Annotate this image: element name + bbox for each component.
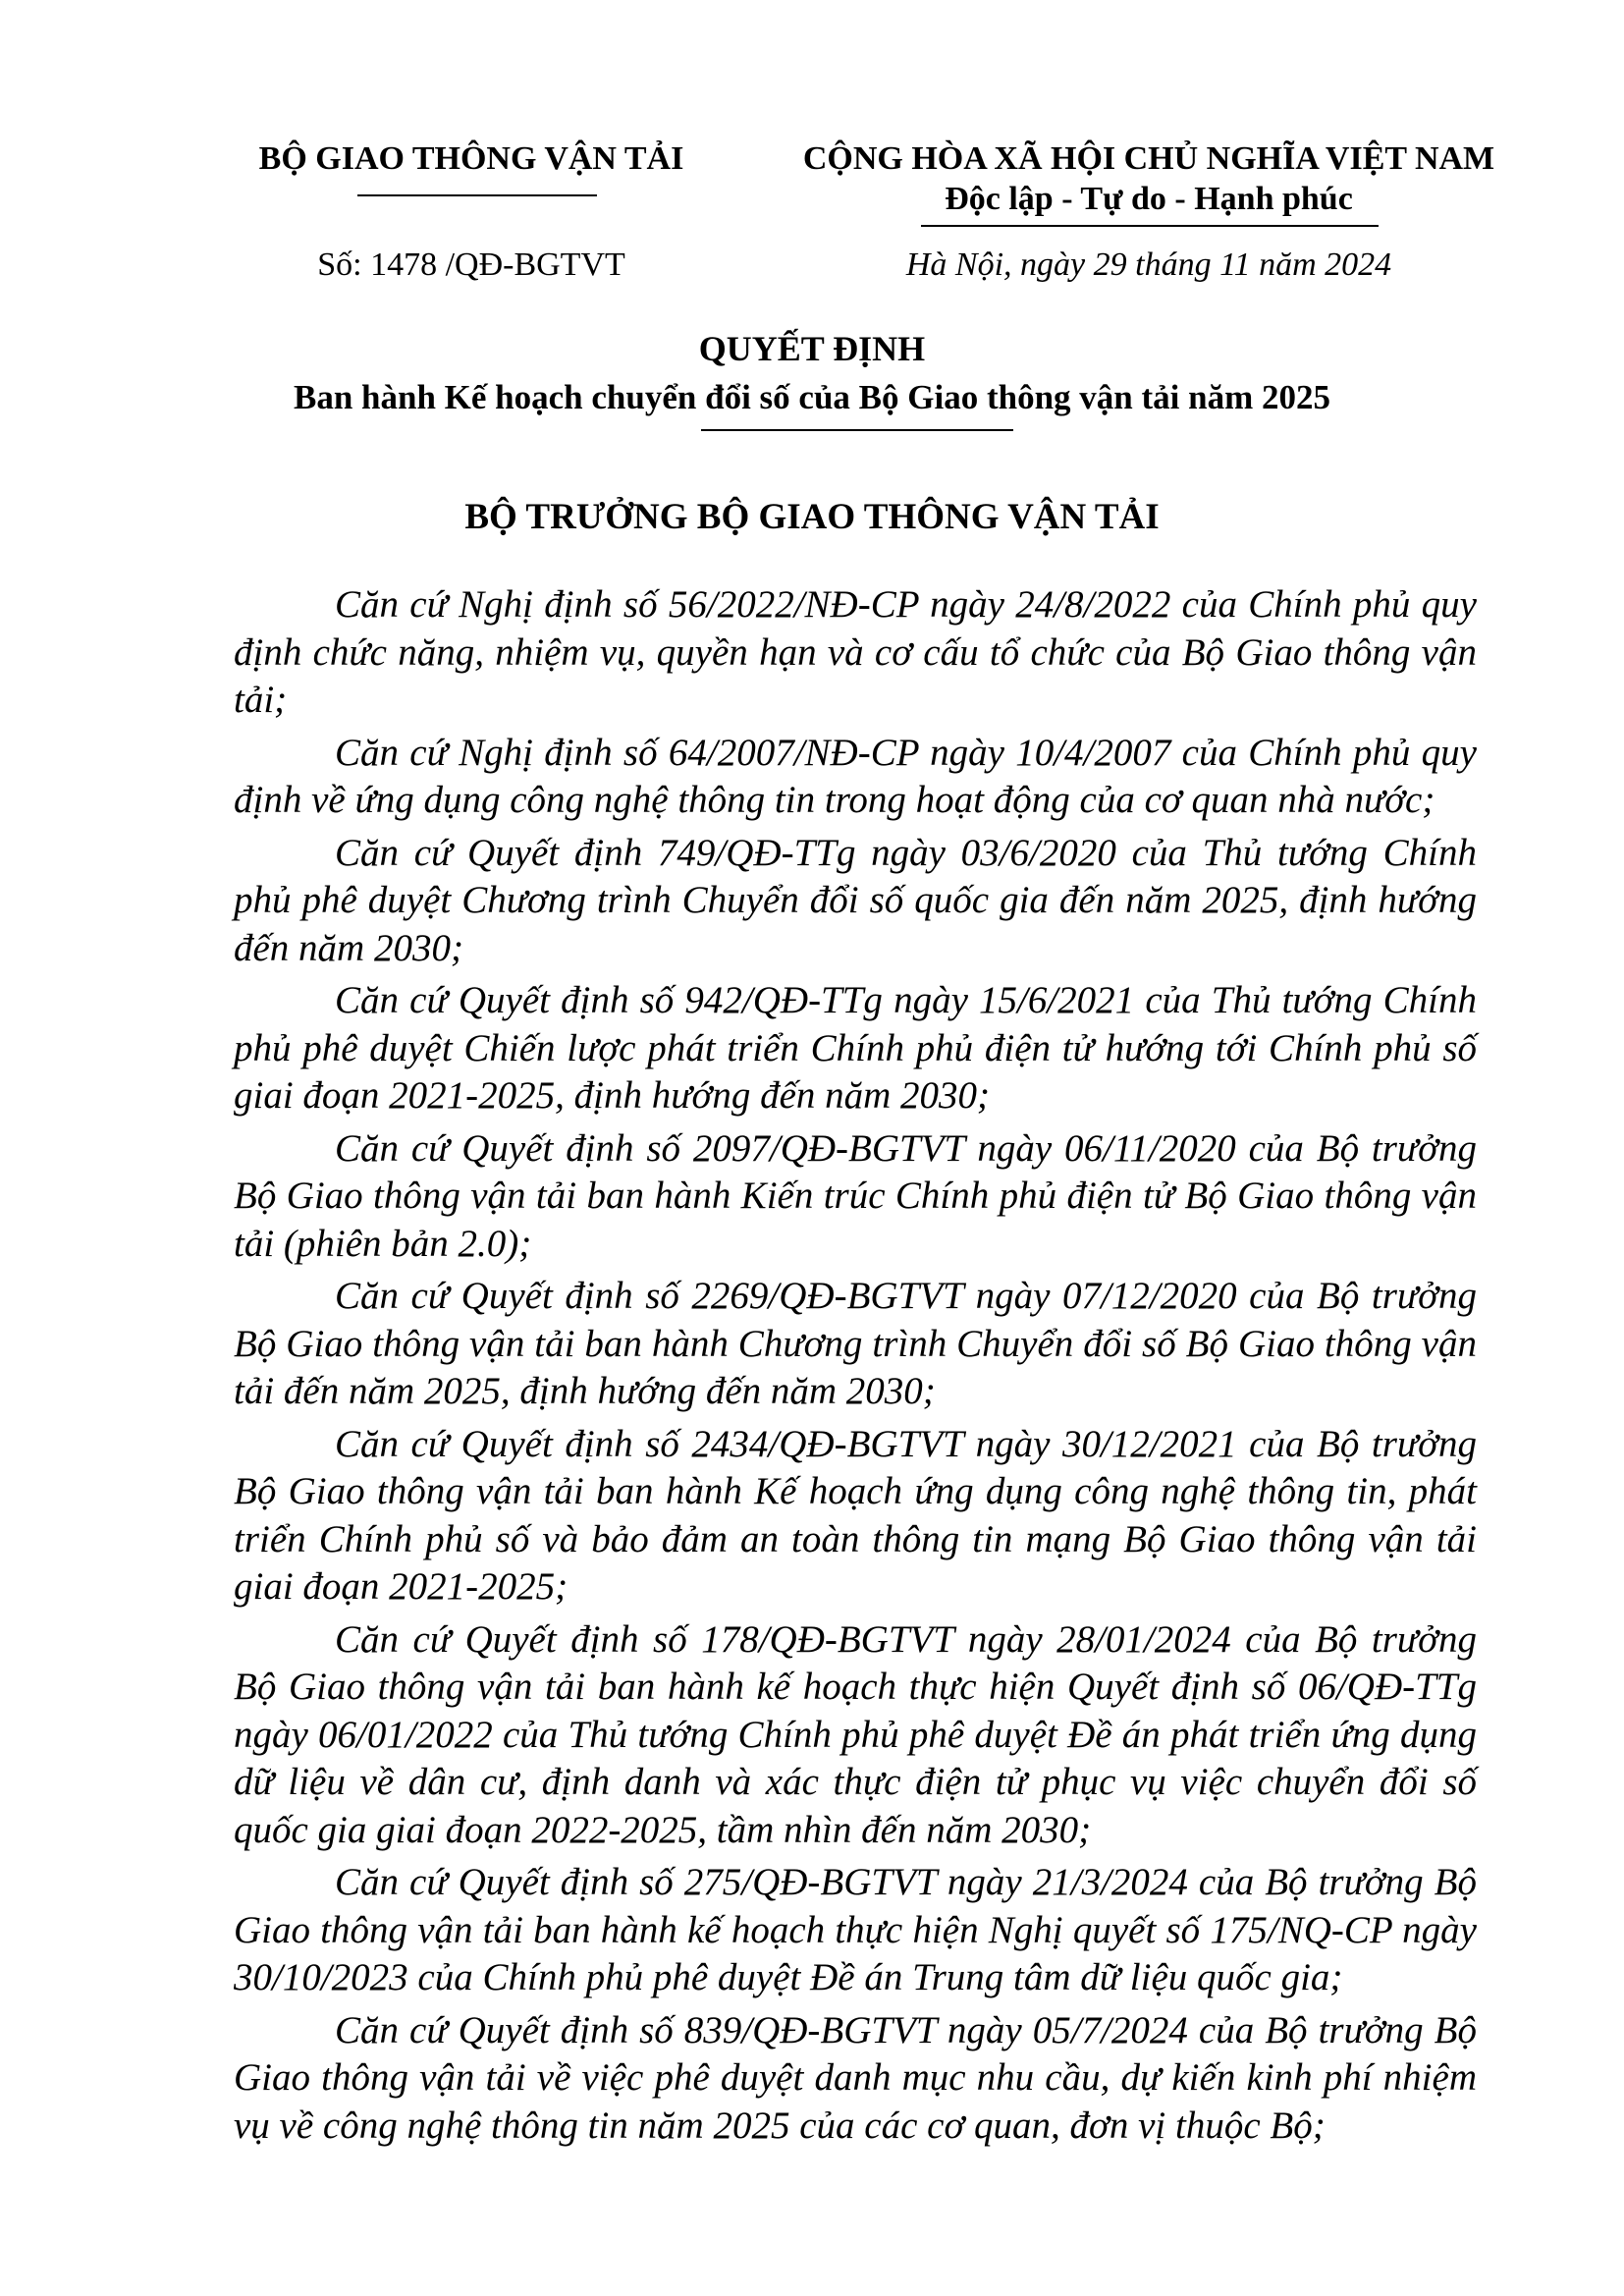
ministry-name: BỘ GIAO THÔNG VẬN TẢI bbox=[258, 140, 684, 177]
legal-basis-paragraph: Căn cứ Quyết định số 2097/QĐ-BGTVT ngày 06/11/2020 của Bộ trưởng Bộ Giao thông vận tải ban hành Kiến trúc Chính phủ điện tử Bộ Giao thông vận tải (phiên bản 2.0); bbox=[234, 1126, 1477, 1265]
document-type-title: QUYẾT ĐỊNH bbox=[698, 329, 926, 368]
legal-basis-paragraph: Căn cứ Quyết định số 839/QĐ-BGTVT ngày 05/7/2024 của Bộ trưởng Bộ Giao thông vận tải về việc phê duyệt danh mục nhu cầu, dự kiến kinh phí nhiệm vụ về công nghệ thông tin năm 2025 của các cơ quan, đơn vị thuộc Bộ; bbox=[234, 2008, 1477, 2147]
legal-basis-paragraph: Căn cứ Quyết định số 178/QĐ-BGTVT ngày 28/01/2024 của Bộ trưởng Bộ Giao thông vận tải ban hành kế hoạch thực hiện Quyết định số 06/QĐ-TTg ngày 06/01/2022 của Thủ tướng Chính phủ phê duyệt Đề án phát triển ứng dụng dữ liệu về dân cư, định danh và xác thực điện tử phục vụ việc chuyển đổi số quốc gia giai đoạn 2022-2025, tầm nhìn đến năm 2030; bbox=[234, 1617, 1477, 1851]
legal-basis-paragraph: Căn cứ Nghị định số 64/2007/NĐ-CP ngày 10/4/2007 của Chính phủ quy định về ứng dụng công nghệ thông tin trong hoạt động của cơ quan nhà nước; bbox=[234, 731, 1477, 821]
ministry-underline bbox=[357, 194, 597, 196]
subject-underline bbox=[701, 429, 1013, 431]
place-and-date: Hà Nội, ngày 29 tháng 11 năm 2024 bbox=[905, 246, 1392, 283]
issuer-heading: BỘ TRƯỞNG BỘ GIAO THÔNG VẬN TẢI bbox=[464, 497, 1160, 537]
legal-basis-paragraph: Căn cứ Nghị định số 56/2022/NĐ-CP ngày 24/8/2022 của Chính phủ quy định chức năng, nhiệm vụ, quyền hạn và cơ cấu tổ chức của Bộ Giao thông vận tải; bbox=[234, 583, 1477, 721]
legal-basis-paragraph: Căn cứ Quyết định số 2434/QĐ-BGTVT ngày 30/12/2021 của Bộ trưởng Bộ Giao thông vận tải ban hành Kế hoạch ứng dụng công nghệ thông tin, phát triển Chính phủ số và bảo đảm an toàn thông tin mạng Bộ Giao thông vận tải giai đoạn 2021-2025; bbox=[234, 1422, 1477, 1608]
document-subject: Ban hành Kế hoạch chuyển đổi số của Bộ Giao thông vận tải năm 2025 bbox=[293, 378, 1331, 416]
legal-basis-paragraph: Căn cứ Quyết định số 2269/QĐ-BGTVT ngày 07/12/2020 của Bộ trưởng Bộ Giao thông vận tải ban hành Chương trình Chuyển đổi số Bộ Giao thông vận tải đến năm 2025, định hướng đến năm 2030; bbox=[234, 1275, 1477, 1412]
country-name: CỘNG HÒA XÃ HỘI CHỦ NGHĨA VIỆT NAM bbox=[802, 140, 1495, 177]
legal-basis-paragraph: Căn cứ Quyết định số 275/QĐ-BGTVT ngày 21/3/2024 của Bộ trưởng Bộ Giao thông vận tải ban hành kế hoạch thực hiện Nghị quyết số 175/NQ-CP ngày 30/10/2023 của Chính phủ phê duyệt Đề án Trung tâm dữ liệu quốc gia; bbox=[234, 1861, 1477, 1998]
motto-underline bbox=[921, 225, 1379, 227]
national-motto: Độc lập - Tự do - Hạnh phúc bbox=[945, 181, 1353, 217]
legal-basis-paragraph: Căn cứ Quyết định 749/QĐ-TTg ngày 03/6/2020 của Thủ tướng Chính phủ phê duyệt Chương trình Chuyển đổi số quốc gia đến năm 2025, định hướng đến năm 2030; bbox=[234, 831, 1477, 969]
document-number: Số: 1478 /QĐ-BGTVT bbox=[317, 246, 625, 283]
legal-basis-paragraph: Căn cứ Quyết định số 942/QĐ-TTg ngày 15/6/2021 của Thủ tướng Chính phủ phê duyệt Chiến lược phát triển Chính phủ điện tử hướng tới Chính phủ số giai đoạn 2021-2025, định hướng đến năm 2030; bbox=[234, 979, 1477, 1117]
legal-bases bbox=[234, 581, 1477, 2155]
